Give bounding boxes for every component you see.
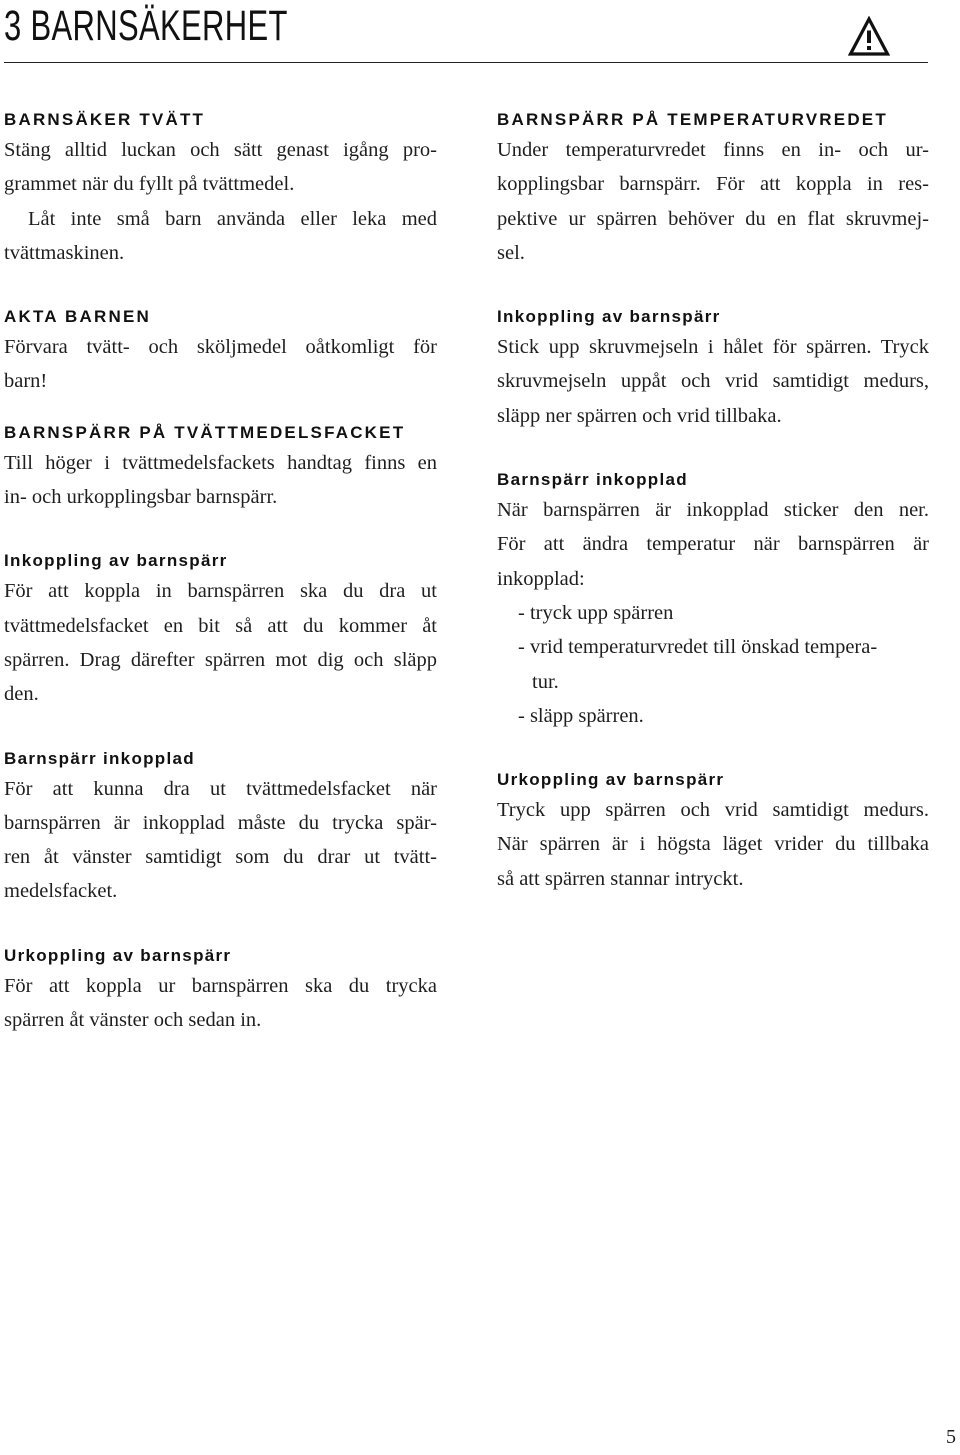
body-line: För att koppla ur barnspärren ska du trycka [4,974,437,997]
body-line: inkopplad: [497,567,585,590]
body-line: så att spärren stannar intryckt. [497,867,744,890]
section-heading: Barnspärr inkopplad [4,748,195,768]
body-line: ren åt vänster samtidigt som du drar ut tvätt- [4,846,437,869]
right-column [497,107,929,930]
body-line: grammet när du fyllt på tvättmedel. [4,173,295,196]
section-heading: AKTA BARNEN [4,307,151,327]
body-line: Stäng alltid luckan och sätt genast igång pro- [4,139,437,161]
body-line: Låt inte små barn använda eller leka med [28,207,437,230]
section-akta-barnen [4,304,437,399]
body-line: Under temperaturvredet finns en in- och ur- [497,139,929,161]
body-line: För att kunna dra ut tvättmedelsfacket när [4,777,437,800]
body-line: tvättmedelsfacket en bit så att du kommer åt [4,614,437,637]
body-line: Förvara tvätt- och sköljmedel oåtkomligt för [4,336,437,359]
list-item: tur. [532,670,559,693]
body-line: När spärren är i högsta läget vrider du tillbaka [497,833,929,856]
list-item: - vrid temperaturvredet till önskad tempera- [518,636,878,659]
section-heading: BARNSPÄRR PÅ TEMPERATURVREDET [497,110,888,129]
section-heading: Urkoppling av barnspärr [497,770,725,790]
section-heading: BARNSÄKER TVÄTT [4,110,206,129]
section-urkoppling-temp [497,767,929,896]
section-heading: BARNSPÄRR PÅ TVÄTTMEDELSFACKET [4,422,406,442]
section-heading: Barnspärr inkopplad [497,470,688,490]
section-heading: Inkoppling av barnspärr [497,307,721,327]
section-inkoppling-temp [497,304,929,433]
body-line: in- och urkopplingsbar barnspärr. [4,486,278,509]
body-line: barnspärren är inkopplad måste du trycka spär- [4,811,437,834]
body-line: Stick upp skruvmejseln i hålet för spärren. Tryck [497,336,929,359]
body-line: släpp ner spärren och vrid tillbaka. [497,404,782,427]
section-barnsparr-tvattmedelsfacket [4,420,437,515]
section-urkoppling [4,943,437,1038]
list-item: - släpp spärren. [518,704,644,727]
body-line: pektive ur spärren behöver du en flat skruvmej- [497,207,929,230]
body-line: sel. [497,241,525,264]
header-rule [4,62,928,63]
body-line: barn! [4,370,48,393]
page-number: 5 [946,1426,956,1448]
body-line: När barnspärren är inkopplad sticker den ner. [497,499,929,522]
page-title: 3 BARNSÄKERHET [4,2,288,50]
section-heading: Urkoppling av barnspärr [4,945,232,965]
body-line: medelsfacket. [4,880,118,903]
body-line: Till höger i tvättmedelsfackets handtag finns en [4,451,437,474]
body-line: spärren åt vänster och sedan in. [4,1009,262,1032]
list-item: - tryck upp spärren [518,601,674,624]
body-line: Tryck upp spärren och vrid samtidigt medurs. [497,799,929,822]
body-line: För att koppla in barnspärren ska du dra ut [4,580,437,603]
section-barnsparr-inkopplad [4,746,437,909]
section-barnsparr-temperaturvredet [497,107,929,270]
body-line: kopplingsbar barnspärr. För att koppla in res- [497,173,929,196]
section-barnsparr-inkopplad-temp [497,467,929,733]
section-inkoppling [4,548,437,711]
body-line: den. [4,683,39,706]
body-line: spärren. Drag därefter spärren mot dig och släpp [4,648,437,671]
body-line: tvättmaskinen. [4,241,125,264]
warning-triangle-icon [848,16,890,58]
left-column [4,107,437,1071]
body-line: skruvmejseln uppåt och vrid samtidigt medurs, [497,370,929,393]
section-barnsaker-tvatt [4,107,437,270]
body-line: För att ändra temperatur när barnspärren är [497,533,929,556]
section-heading: Inkoppling av barnspärr [4,551,228,571]
